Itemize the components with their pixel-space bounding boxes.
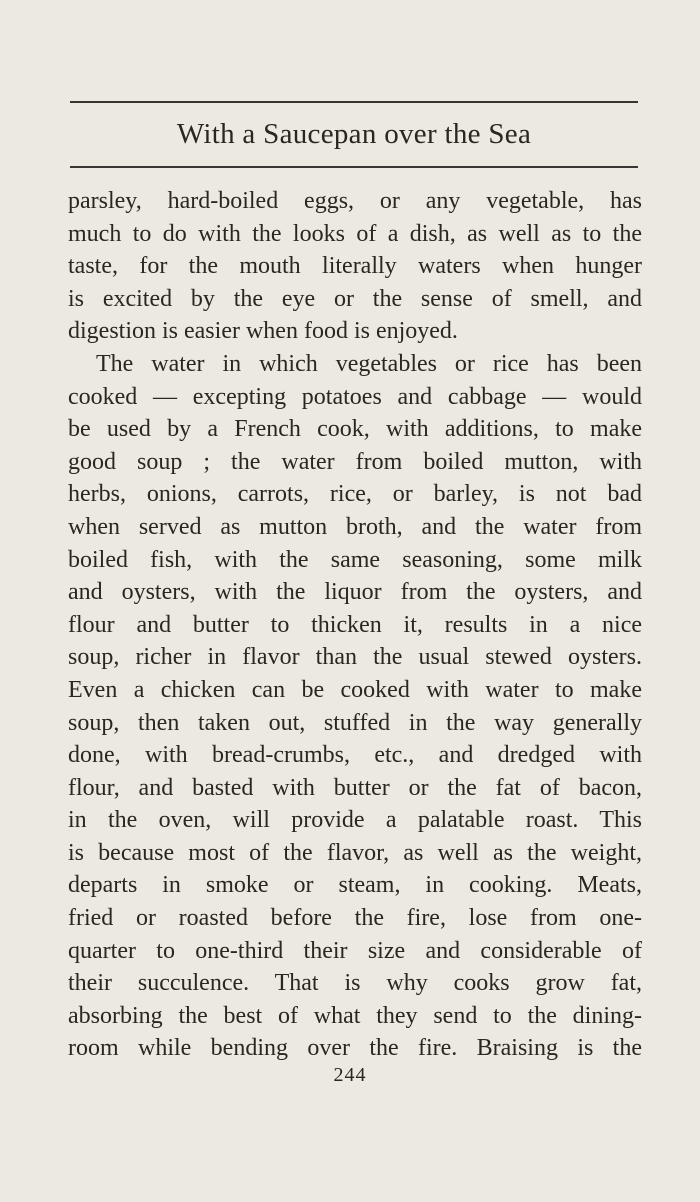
text-line: The water in which vegetables or rice has been — [96, 350, 642, 377]
text-line: when served as mutton broth, and the water from — [68, 513, 642, 540]
text-line: taste, for the mouth literally waters when hunger — [68, 253, 642, 280]
text-line: quarter to one-third their size and considerable of — [68, 937, 642, 964]
text-line: Even a chicken can be cooked with water to make — [68, 676, 642, 703]
text-line: their succulence. That is why cooks grow fat, — [68, 970, 642, 997]
text-line: much to do with the looks of a dish, as well as to the — [68, 220, 642, 247]
text-line: in the oven, will provide a palatable roast. This — [68, 807, 642, 834]
text-line: departs in smoke or steam, in cooking. Meats, — [68, 872, 642, 899]
text-line: flour, and basted with butter or the fat of bacon, — [68, 774, 642, 801]
header-rule-top — [70, 101, 638, 103]
text-line: is excited by the eye or the sense of smell, and — [68, 285, 642, 312]
text-line: done, with bread-crumbs, etc., and dredged with — [68, 742, 642, 769]
text-line: herbs, onions, carrots, rice, or barley, is not bad — [68, 481, 642, 508]
text-line: is because most of the flavor, as well as the weight, — [68, 839, 642, 866]
text-line: flour and butter to thicken it, results in a nice — [68, 611, 642, 638]
text-line: parsley, hard-boiled eggs, or any vegetable, has — [68, 188, 642, 214]
text-line: and oysters, with the liquor from the oysters, and — [68, 579, 642, 606]
text-line: be used by a French cook, with additions, to make — [68, 416, 642, 443]
running-head: With a Saucepan over the Sea — [176, 118, 532, 150]
text-line: soup, richer in flavor than the usual stewed oysters. — [68, 644, 642, 671]
text-line: fried or roasted before the fire, lose from one- — [68, 905, 642, 932]
page-number: 244 — [333, 1064, 367, 1086]
body-text — [68, 185, 642, 1065]
text-line: soup, then taken out, stuffed in the way generally — [68, 709, 642, 736]
text-line: boiled fish, with the same seasoning, some milk — [68, 546, 642, 573]
text-line: absorbing the best of what they send to the dining- — [68, 1002, 642, 1029]
text-line: digestion is easier when food is enjoyed. — [68, 318, 458, 345]
text-line: room while bending over the fire. Braising is the — [68, 1035, 642, 1062]
header-rule-bottom — [70, 166, 638, 168]
text-line: cooked — excepting potatoes and cabbage — would — [68, 383, 642, 410]
text-line: good soup ; the water from boiled mutton, with — [68, 448, 642, 475]
